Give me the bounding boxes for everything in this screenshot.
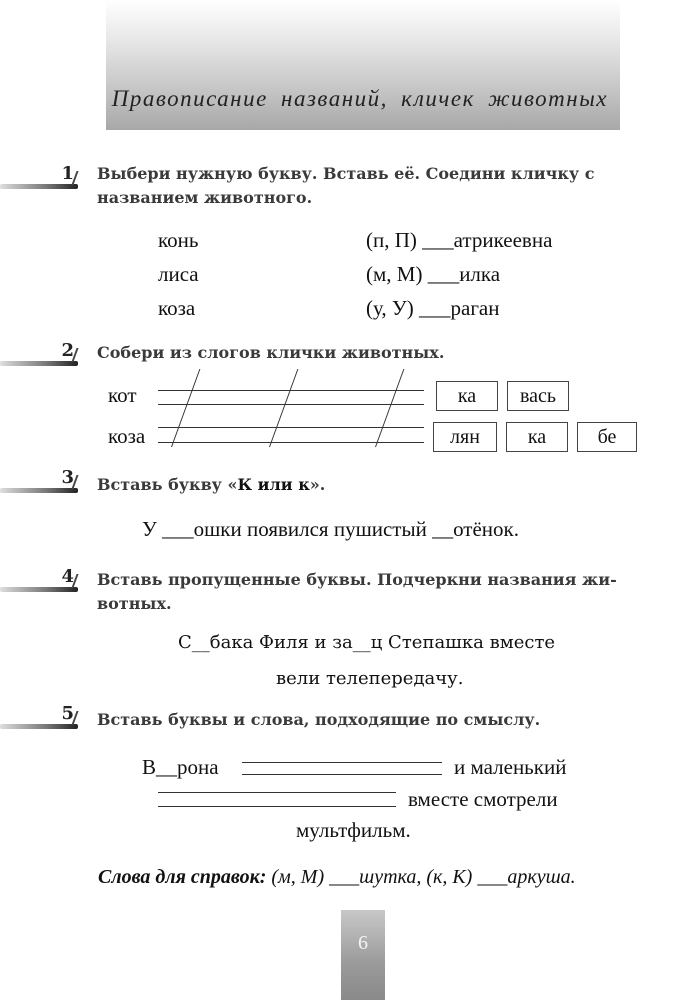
instruction-emphasis: К или к — [237, 475, 310, 494]
task-5-marker — [0, 703, 92, 733]
animal-word: лиса — [158, 262, 199, 286]
marker-bar — [0, 488, 78, 493]
marker-bar — [0, 587, 78, 592]
writing-line — [242, 774, 442, 775]
instruction-line: названием животного. — [97, 188, 313, 207]
exercise-sentence: С__бака Филя и за__ц Степашка вместе — [178, 632, 556, 653]
reference-text: (м, М) ___шутка, (к, К) ___аркуша. — [266, 866, 576, 888]
instruction-line: Выбери нужную букву. Вставь её. Соедини кличку с — [97, 164, 595, 183]
syllable-card[interactable]: ка — [506, 422, 568, 452]
marker-tick-icon — [71, 348, 88, 362]
page-number-tab — [341, 910, 385, 1000]
task-2-instruction: Собери из слогов клички животных. — [97, 343, 445, 362]
marker-bar — [0, 724, 78, 729]
marker-bar — [0, 361, 78, 366]
syllable-card[interactable]: ка — [436, 381, 498, 411]
divider-slash — [269, 369, 298, 447]
syllable-card[interactable]: бе — [577, 422, 637, 452]
task-1-instruction — [97, 162, 594, 210]
exercise-sentence: и маленький — [454, 755, 567, 779]
writing-line — [158, 427, 424, 428]
marker-tick-icon — [71, 475, 88, 489]
task-2-marker — [0, 340, 92, 370]
header-banner — [106, 0, 620, 130]
page-title: Правописание названий, кличек животных — [111, 86, 608, 111]
writing-line — [158, 806, 396, 807]
task-number: 5 — [61, 703, 74, 724]
animal-word: конь — [158, 228, 199, 252]
writing-line — [158, 404, 424, 405]
marker-bar — [0, 184, 78, 189]
task-5-instruction: Вставь буквы и слова, подходящие по смыслу. — [97, 710, 541, 729]
pet-name-blank: (у, У) ___раган — [366, 296, 500, 320]
exercise-sentence: В__рона — [142, 755, 219, 779]
animal-word: коза — [158, 296, 196, 320]
marker-tick-icon — [71, 574, 88, 588]
exercise-sentence: У ___ошки появился пушистый __отёнок. — [142, 517, 519, 541]
reference-label: Слова для справок: — [98, 866, 267, 888]
exercise-sentence: вели телепередачу. — [276, 668, 464, 689]
animal-word: коза — [108, 424, 146, 448]
instruction-line: вотных. — [97, 594, 172, 613]
pet-name-blank: (п, П) ___атрикеевна — [366, 228, 553, 252]
task-number: 2 — [61, 340, 74, 361]
exercise-sentence: мультфильм. — [296, 818, 411, 842]
task-number: 3 — [61, 467, 74, 488]
divider-slash — [375, 369, 404, 447]
reference-words — [98, 866, 576, 889]
writing-line — [158, 442, 424, 443]
task-4-instruction — [97, 568, 617, 616]
page-number: 6 — [358, 932, 368, 954]
instruction-prefix: Вставь букву « — [97, 475, 238, 494]
syllable-card[interactable]: лян — [433, 422, 497, 452]
exercise-sentence: вместе смотрели — [408, 787, 558, 811]
marker-tick-icon — [71, 711, 88, 725]
task-4-marker — [0, 566, 92, 596]
writing-line — [242, 762, 442, 763]
task-3-instruction — [97, 473, 325, 497]
writing-line — [158, 792, 396, 793]
marker-tick-icon — [71, 171, 88, 185]
task-number: 4 — [61, 566, 74, 587]
instruction-line: Вставь пропущенные буквы. Подчеркни названия жи- — [97, 570, 617, 589]
divider-slash — [171, 369, 200, 447]
task-1-marker — [0, 163, 92, 193]
writing-line — [158, 390, 424, 391]
pet-name-blank: (м, М) ___илка — [366, 262, 501, 286]
task-3-marker — [0, 467, 92, 497]
instruction-suffix: ». — [309, 475, 326, 494]
syllable-card[interactable]: вась — [507, 381, 569, 411]
task-number: 1 — [61, 163, 74, 184]
animal-word: кот — [108, 383, 137, 407]
